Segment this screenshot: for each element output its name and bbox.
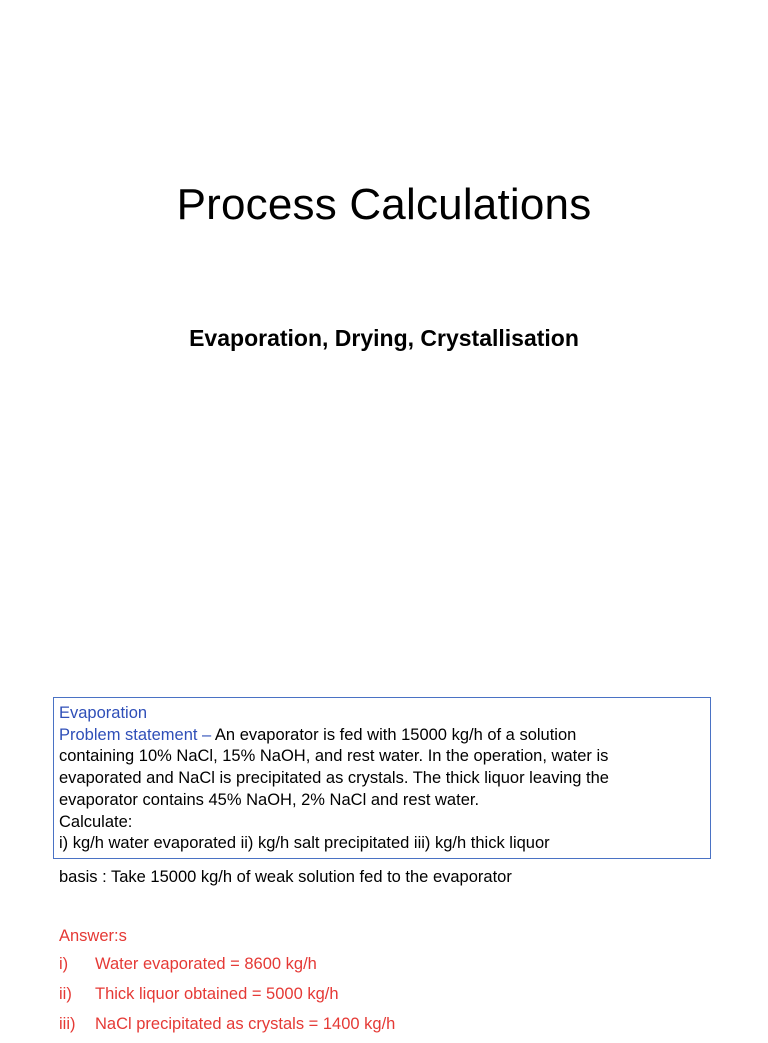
problem-heading: Evaporation [59,704,148,722]
answers-heading: Answer:s [59,927,127,945]
problem-statement-text: An evaporator is fed with 15000 kg/h of a solution [214,725,577,744]
answer-text: NaCl precipitated as crystals = 1400 kg/h [95,1015,396,1033]
calculate-label: Calculate: [59,812,133,831]
answer-item [59,953,395,983]
answer-text: Thick liquor obtained = 5000 kg/h [95,985,339,1003]
problem-statement-label: Problem statement – [59,725,215,744]
problem-statement-line-2: containing 10% NaCl, 15% NaOH, and rest water. In the operation, water is [59,747,609,766]
problem-statement-line-4: evaporator contains 45% NaOH, 2% NaCl and rest water. [59,790,480,809]
problem-statement-box [53,697,711,859]
slide-subtitle: Evaporation, Drying, Crystallisation [189,325,579,351]
problem-statement-line-3: evaporated and NaCl is precipitated as crystals. The thick liquor leaving the [59,769,609,788]
answer-number: ii) [59,985,72,1003]
answer-item [59,983,395,1013]
answer-list [59,953,395,1043]
answer-number: i) [59,955,69,973]
problem-statement-line-1 [59,725,710,747]
calculate-items: i) kg/h water evaporated ii) kg/h salt precipitated iii) kg/h thick liquor [59,834,550,853]
answer-item [59,1013,395,1043]
answer-text: Water evaporated = 8600 kg/h [95,955,317,973]
answer-number: iii) [59,1015,76,1033]
slide-title: Process Calculations [176,180,592,229]
basis-text: basis : Take 15000 kg/h of weak solution fed to the evaporator [59,868,512,886]
